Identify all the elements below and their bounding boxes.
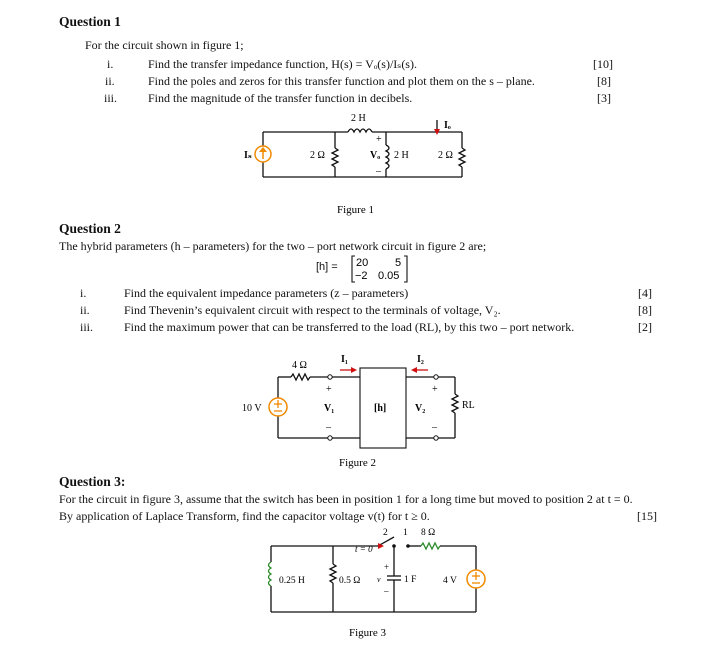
- h-matrix: [350, 254, 410, 284]
- figure-3-circuit: [258, 524, 498, 642]
- q1-item-num: ii.: [105, 74, 115, 88]
- vo-minus: –: [376, 166, 381, 177]
- figure-2-circuit: [240, 348, 480, 474]
- matrix-h22: 0.05: [378, 270, 400, 282]
- q1-item-text: Find the transfer impedance function, H(s) = Vₒ(s)/Iₛ(s).: [148, 57, 417, 71]
- question-2-intro: The hybrid parameters (h – parameters) for the two – port network circuit in figure 2 are;: [59, 239, 487, 253]
- figure-1-circuit: [240, 108, 480, 218]
- io-label: Iₒ: [444, 120, 451, 131]
- v2-plus: +: [432, 384, 438, 395]
- r2-label: 2 Ω: [438, 150, 453, 161]
- q1-item-marks: [3]: [597, 91, 611, 105]
- question-2-heading: Question 2: [59, 221, 121, 236]
- switch-time-label: t = 0: [355, 544, 373, 554]
- rl-label: RL: [462, 400, 475, 411]
- capacitor-label: 1 F: [404, 575, 417, 585]
- q2-item-num: ii.: [80, 303, 90, 317]
- question-3-line-2: By application of Laplace Transform, find the capacitor voltage v(t) for t ≥ 0.: [59, 509, 430, 523]
- vo-label: Vₒ: [370, 150, 381, 161]
- inductor-top-label: 2 H: [351, 113, 366, 124]
- q3-marks: [15]: [637, 509, 657, 523]
- cap-minus: –: [384, 586, 389, 596]
- figure-3-caption: Figure 3: [349, 627, 386, 639]
- i2-label: I₂: [417, 354, 424, 365]
- r1-label: 2 Ω: [310, 150, 325, 161]
- v2-label: V₂: [415, 403, 426, 414]
- v1-minus: –: [326, 422, 331, 433]
- matrix-h11: 20: [356, 257, 369, 269]
- v1-plus: +: [326, 384, 332, 395]
- q2-item-marks: [4]: [638, 286, 652, 300]
- matrix-h21: −2: [355, 270, 368, 282]
- two-port-box-label: [h]: [374, 403, 387, 414]
- q2-item-text: Find the maximum power that can be transferred to the load (RL), by this two – port network.: [124, 320, 575, 334]
- r8-label: 8 Ω: [421, 528, 436, 538]
- q1-item-marks: [8]: [597, 74, 611, 88]
- current-arrow-icon: [351, 367, 357, 373]
- source-label: 10 V: [242, 403, 262, 414]
- v1-label: V₁: [324, 403, 335, 414]
- source-label: Iₛ: [244, 150, 252, 161]
- q2-item-num: iii.: [80, 320, 94, 334]
- v2-minus: –: [432, 422, 437, 433]
- source-label: 4 V: [443, 576, 457, 586]
- i1-label: I₁: [341, 354, 348, 365]
- current-arrow-icon: [411, 367, 417, 373]
- matrix-lhs: [h] =: [316, 261, 338, 273]
- q2-item-marks: [8]: [638, 303, 652, 317]
- question-1-intro: For the circuit shown in figure 1;: [85, 38, 244, 52]
- q1-item-num: iii.: [104, 91, 118, 105]
- q1-item-marks: [10]: [593, 57, 613, 71]
- inductor-right-label: 2 H: [394, 150, 409, 161]
- figure-2-caption: Figure 2: [339, 457, 376, 469]
- q2-item-text: Find the equivalent impedance parameters (z – parameters): [124, 286, 409, 300]
- question-3-line-1: For the circuit in figure 3, assume that the switch has been in position 1 for a long time but moved to position 2 at t = 0.: [59, 492, 633, 506]
- cap-plus: +: [384, 562, 390, 572]
- matrix-h12: 5: [395, 257, 402, 269]
- r1-label: 4 Ω: [292, 360, 307, 371]
- q2-item-marks: [2]: [638, 320, 652, 334]
- vo-plus: +: [376, 134, 382, 145]
- inductor-label: 0.25 H: [279, 576, 305, 586]
- switch-pos-1: 1: [403, 528, 408, 538]
- question-3-heading: Question 3:: [59, 474, 126, 489]
- r05-label: 0.5 Ω: [339, 576, 361, 586]
- q1-item-num: i.: [107, 57, 114, 71]
- q1-item-text: Find the magnitude of the transfer function in decibels.: [148, 91, 413, 105]
- question-1-heading: Question 1: [59, 14, 121, 29]
- q1-item-text: Find the poles and zeros for this transfer function and plot them on the s – plane.: [148, 74, 535, 88]
- cap-v-label: v: [377, 575, 381, 584]
- switch-pos-2: 2: [383, 528, 388, 538]
- q2-item-text: Find Thevenin’s equivalent circuit with respect to the terminals of voltage, V₂.: [124, 303, 501, 317]
- q2-item-num: i.: [80, 286, 87, 300]
- figure-1-caption: Figure 1: [337, 204, 374, 216]
